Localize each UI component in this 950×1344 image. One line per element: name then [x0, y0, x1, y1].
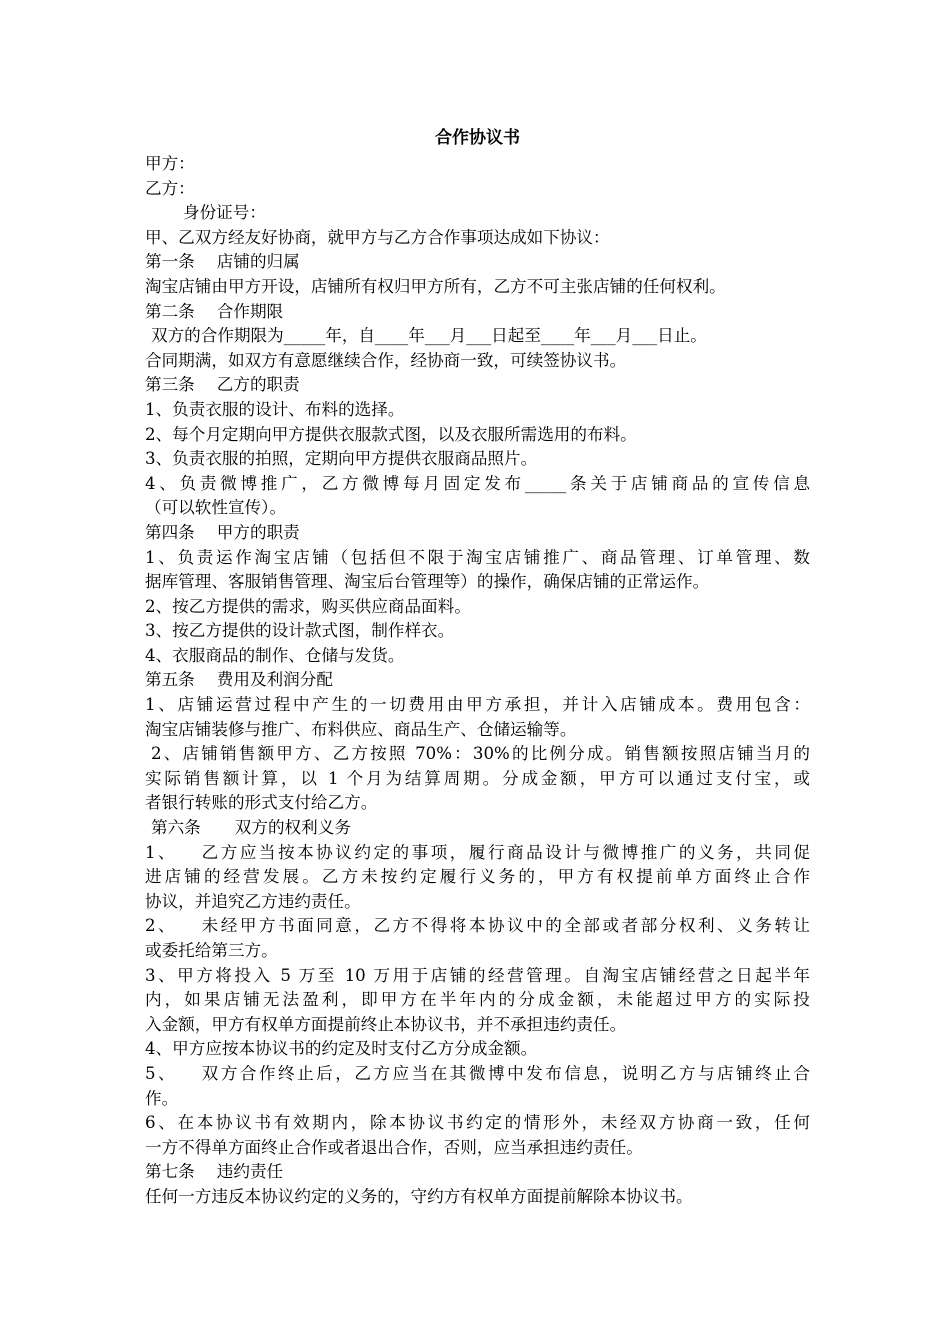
article-4-line: 据库管理、客服销售管理、淘宝后台管理等）的操作，确保店铺的正常运作。 — [145, 572, 710, 592]
party-b-label: 乙方： — [145, 178, 195, 198]
article-3-line: 2、每个月定期向甲方提供衣服款式图，以及衣服所需选用的布料。 — [145, 424, 637, 444]
article-5-line: 实际销售额计算，以 1 个月为结算周期。分成金额，甲方可以通过支付宝，或 — [145, 768, 810, 788]
document-title: 合作协议书 — [435, 128, 520, 148]
article-6-line: 2、 未经甲方书面同意，乙方不得将本协议中的全部或者部分权利、义务转让 — [145, 916, 811, 936]
article-1-heading: 第一条 店铺的归属 — [145, 252, 300, 272]
article-4-line: 1、负责运作淘宝店铺（包括但不限于淘宝店铺推广、商品管理、订单管理、数 — [145, 547, 810, 567]
article-5-line: 者银行转账的形式支付给乙方。 — [145, 793, 378, 813]
article-4-line: 3、按乙方提供的设计款式图，制作样衣。 — [145, 621, 455, 641]
article-6-line: 进店铺的经营发展。乙方未按约定履行义务的，甲方有权提前单方面终止合作 — [145, 867, 810, 887]
article-6-line: 1、 乙方应当按本协议约定的事项，履行商品设计与微博推广的义务，共同促 — [145, 842, 811, 862]
article-6-line: 内，如果店铺无法盈利，即甲方在半年内的分成金额，未能超过甲方的实际投 — [145, 990, 810, 1010]
article-6-line: 作。 — [145, 1088, 179, 1108]
article-7-line: 任何一方违反本协议约定的义务的，守约方有权单方面提前解除本协议书。 — [145, 1186, 693, 1206]
contract-document — [145, 124, 810, 1210]
article-5-line: 1、店铺运营过程中产生的一切费用由甲方承担，并计入店铺成本。费用包含： — [145, 695, 810, 715]
article-2-line: 合同期满，如双方有意愿继续合作，经协商一致，可续签协议书。 — [145, 350, 627, 370]
id-number-label: 身份证号： — [183, 203, 266, 223]
article-3-line: 3、负责衣服的拍照，定期向甲方提供衣服商品照片。 — [145, 449, 538, 469]
article-2-heading: 第二条 合作期限 — [145, 301, 284, 321]
article-3-line: （可以软性宣传）。 — [145, 498, 287, 518]
article-4-heading: 第四条 甲方的职责 — [145, 522, 300, 542]
article-6-heading: 第六条 双方的权利义务 — [151, 818, 351, 838]
article-3-line: 1、负责衣服的设计、布料的选择。 — [145, 399, 405, 419]
article-6-line: 5、 双方合作终止后，乙方应当在其微博中发布信息，说明乙方与店铺终止合 — [145, 1063, 811, 1083]
article-6-line: 3、甲方将投入 5 万至 10 万用于店铺的经营管理。自淘宝店铺经营之日起半年 — [145, 965, 810, 985]
article-1-line: 淘宝店铺由甲方开设，店铺所有权归甲方所有，乙方不可主张店铺的任何权利。 — [145, 276, 726, 296]
intro-paragraph: 甲、乙双方经友好协商，就甲方与乙方合作事项达成如下协议： — [145, 227, 610, 247]
article-5-line: 淘宝店铺装修与推广、布料供应、商品生产、仓储运输等。 — [145, 719, 577, 739]
article-6-line: 4、甲方应按本协议书的约定及时支付乙方分成金额。 — [145, 1039, 538, 1059]
article-4-line: 4、衣服商品的制作、仓储与发货。 — [145, 645, 405, 665]
party-a-label: 甲方： — [145, 154, 195, 173]
article-6-line: 一方不得单方面终止合作或者退出合作，否则，应当承担违约责任。 — [145, 1137, 643, 1157]
article-2-line: 双方的合作期限为_____年，自____年___月___日起至____年___月___日止。 — [151, 326, 707, 346]
article-7-heading: 第七条 违约责任 — [145, 1162, 284, 1182]
article-6-line: 入金额，甲方有权单方面提前终止本协议书，并不承担违约责任。 — [145, 1014, 627, 1034]
article-5-line: 2、店铺销售额甲方、乙方按照 70%：30%的比例分成。销售额按照店铺当月的 — [151, 744, 810, 764]
article-4-line: 2、按乙方提供的需求，购买供应商品面料。 — [145, 596, 471, 616]
article-6-line: 协议，并追究乙方违约责任。 — [145, 891, 361, 911]
article-3-heading: 第三条 乙方的职责 — [145, 375, 300, 395]
article-5-heading: 第五条 费用及利润分配 — [145, 670, 333, 690]
article-6-line: 或委托给第三方。 — [145, 941, 278, 960]
article-3-line: 4、负责微博推广，乙方微博每月固定发布_____条关于店铺商品的宣传信息 — [145, 473, 810, 493]
article-6-line: 6、在本协议书有效期内，除本协议书约定的情形外，未经双方协商一致，任何 — [145, 1113, 810, 1133]
